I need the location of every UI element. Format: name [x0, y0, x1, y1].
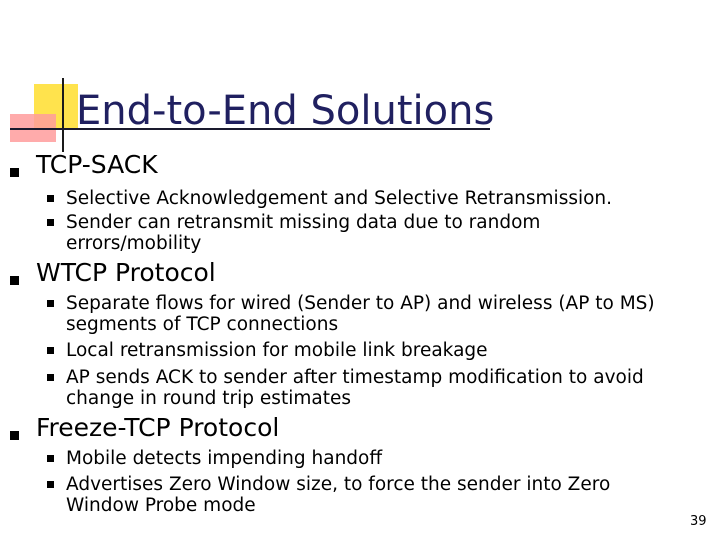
bullet-square	[10, 276, 19, 285]
bullet-text: Separate flows for wired (Sender to AP) and wireless (AP to MS) segments of TCP connections	[66, 293, 655, 335]
bullet-square	[10, 168, 19, 177]
section-label: WTCP Protocol	[36, 258, 216, 287]
decor-vertical-line	[62, 78, 64, 152]
bullet-text: AP sends ACK to sender after timestamp modification to avoid change in round trip estimates	[66, 367, 644, 409]
sub-bullet	[47, 347, 54, 354]
bullet-text: Local retransmission for mobile link breakage	[66, 340, 488, 361]
bullet-text: Advertises Zero Window size, to force the sender into Zero Window Probe mode	[66, 474, 611, 516]
bullet-text: Selective Acknowledgement and Selective Retransmission.	[66, 188, 613, 209]
sub-bullet	[47, 481, 54, 488]
bullet-text: Mobile detects impending handoff	[66, 448, 383, 469]
section-label: Freeze-TCP Protocol	[36, 413, 280, 442]
sub-bullet	[47, 219, 54, 226]
sub-bullet	[47, 455, 54, 462]
bullet-square	[10, 431, 19, 440]
bullet-text: Sender can retransmit missing data due to random errors/mobility	[66, 212, 541, 254]
sub-bullet	[47, 300, 54, 307]
page-number: 39	[690, 514, 707, 529]
slide-title: End-to-End Solutions	[76, 88, 495, 134]
sub-bullet	[47, 374, 54, 381]
sub-bullet	[47, 195, 54, 202]
section-label: TCP-SACK	[36, 150, 158, 179]
